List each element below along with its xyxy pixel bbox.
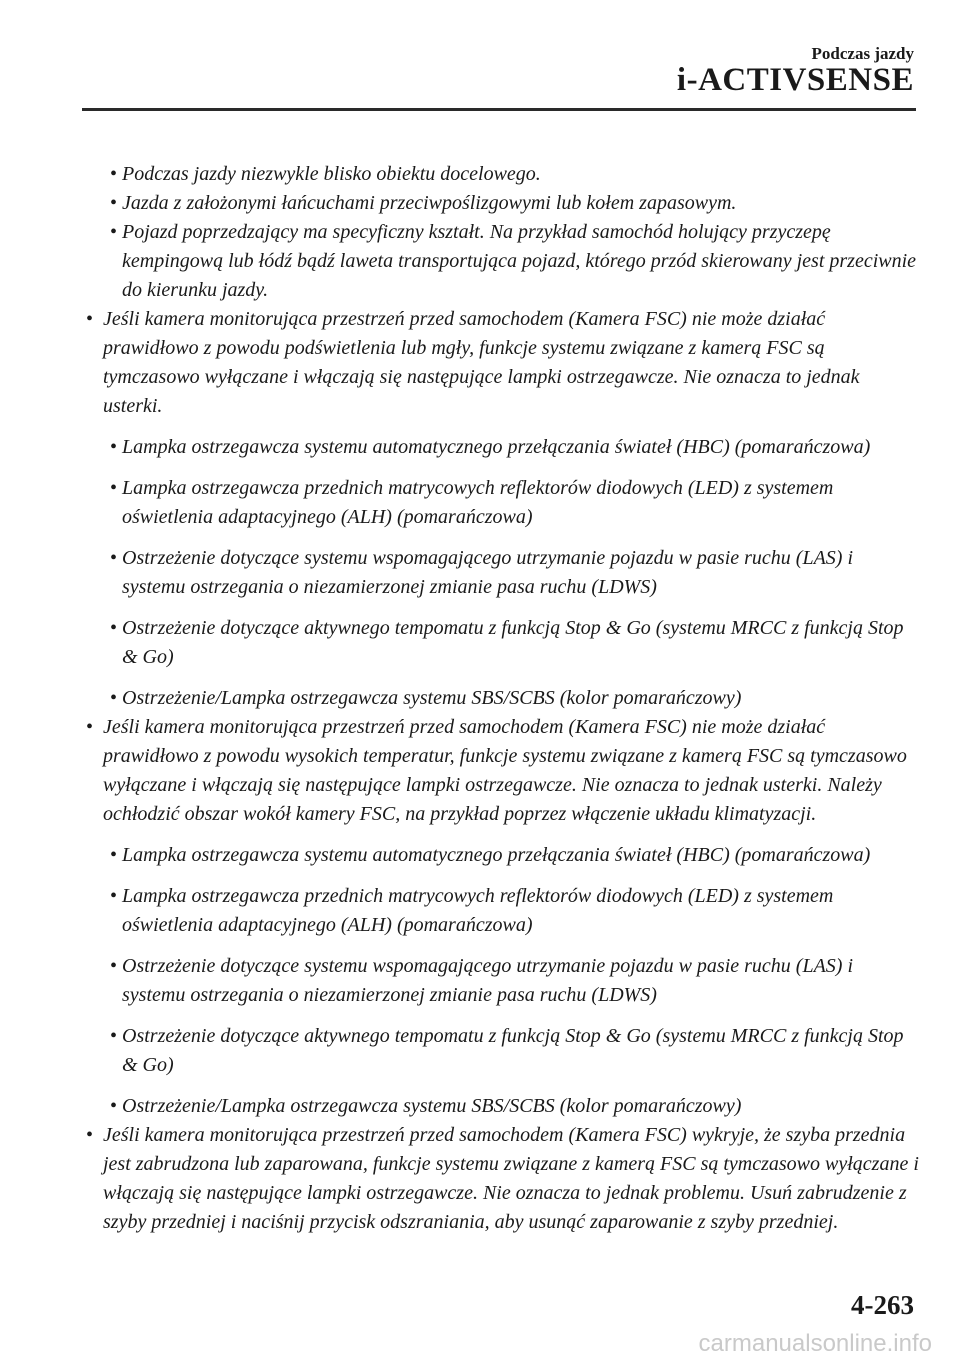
sub-bullet-item	[0, 544, 960, 602]
sub-bullet-item	[0, 684, 960, 713]
sub-bullet-item	[0, 474, 960, 532]
bullet-icon: •	[86, 308, 94, 330]
bullet-icon: •	[110, 687, 118, 709]
watermark: carmanualsonline.info	[698, 1330, 932, 1357]
sub-bullet-item	[0, 218, 960, 305]
manual-content	[0, 160, 960, 1237]
bullet-icon: •	[110, 955, 118, 977]
bullet-icon: •	[110, 1095, 118, 1117]
bullet-icon: •	[110, 885, 118, 907]
bullet-text: Ostrzeżenie dotyczące aktywnego tempomatu z funkcją Stop & Go (systemu MRCC z funkcją Stop & Go)	[122, 1025, 904, 1076]
bullet-text: Jeśli kamera monitorująca przestrzeń przed samochodem (Kamera FSC) nie może działać prawidłowo z powodu podświetlenia lub mgły, funkcje systemu związane z kamerą FSC są tymczasowo wyłączane i włączają się następujące lampki ostrzegawcze. Nie oznacza to jednak usterki.	[103, 308, 860, 417]
sub-bullet-item	[0, 841, 960, 870]
bullet-text: Lampka ostrzegawcza przednich matrycowych reflektorów diodowych (LED) z systemem oświetlenia adaptacyjnego (ALH) (pomarańczowa)	[122, 477, 834, 528]
sub-bullet-item	[0, 433, 960, 462]
bullet-icon: •	[110, 547, 118, 569]
bullet-item	[0, 1121, 960, 1237]
section-label: Podczas jazdy	[811, 44, 914, 63]
bullet-text: Lampka ostrzegawcza przednich matrycowych reflektorów diodowych (LED) z systemem oświetlenia adaptacyjnego (ALH) (pomarańczowa)	[122, 885, 834, 936]
bullet-text: Pojazd poprzedzający ma specyficzny kształt. Na przykład samochód holujący przyczepę kempingową lub łódź bądź laweta transportująca pojazd, którego przód skierowany jest przeciwnie do kierunku jazdy.	[122, 221, 917, 301]
bullet-icon: •	[110, 477, 118, 499]
bullet-text: Jeśli kamera monitorująca przestrzeń przed samochodem (Kamera FSC) wykryje, że szyba przednia jest zabrudzona lub zaparowana, funkcje systemu związane z kamerą FSC są tymczasowo wyłączane i włączają się następujące lampki ostrzegawcze. Nie oznacza to jednak problemu. Usuń zabrudzenie z szyby przedniej i naciśnij przycisk odszraniania, aby usunąć zaparowanie z szyby przedniej.	[103, 1124, 919, 1233]
chapter-title: i-ACTIVSENSE	[676, 62, 914, 98]
sub-bullet-item	[0, 1022, 960, 1080]
bullet-text: Lampka ostrzegawcza systemu automatycznego przełączania świateł (HBC) (pomarańczowa)	[122, 436, 871, 458]
bullet-icon: •	[110, 163, 118, 185]
sub-bullet-item	[0, 1092, 960, 1121]
sub-bullet-item	[0, 952, 960, 1010]
bullet-text: Jazda z założonymi łańcuchami przeciwpoślizgowymi lub kołem zapasowym.	[122, 192, 737, 214]
bullet-text: Ostrzeżenie dotyczące systemu wspomagającego utrzymanie pojazdu w pasie ruchu (LAS) i systemu ostrzegania o niezamierzonej zmianie pasa ruchu (LDWS)	[122, 955, 854, 1006]
bullet-icon: •	[86, 716, 94, 738]
bullet-text: Podczas jazdy niezwykle blisko obiektu docelowego.	[122, 163, 541, 185]
bullet-icon: •	[110, 221, 118, 243]
bullet-text: Jeśli kamera monitorująca przestrzeń przed samochodem (Kamera FSC) nie może działać prawidłowo z powodu wysokich temperatur, funkcje systemu związane z kamerą FSC są tymczasowo wyłączane i włączają się następujące lampki ostrzegawcze. Nie oznacza to jednak usterki. Należy ochłodzić obszar wokół kamery FSC, na przykład poprzez włączenie układu klimatyzacji.	[103, 716, 907, 825]
bullet-text: Lampka ostrzegawcza systemu automatycznego przełączania świateł (HBC) (pomarańczowa)	[122, 844, 871, 866]
bullet-text: Ostrzeżenie/Lampka ostrzegawcza systemu SBS/SCBS (kolor pomarańczowy)	[122, 687, 742, 709]
bullet-icon: •	[110, 1025, 118, 1047]
bullet-text: Ostrzeżenie/Lampka ostrzegawcza systemu SBS/SCBS (kolor pomarańczowy)	[122, 1095, 742, 1117]
sub-bullet-item	[0, 160, 960, 189]
sub-bullet-item	[0, 189, 960, 218]
bullet-icon: •	[110, 617, 118, 639]
sub-bullet-item	[0, 614, 960, 672]
sub-bullet-item	[0, 882, 960, 940]
bullet-item	[0, 713, 960, 829]
bullet-icon: •	[110, 192, 118, 214]
page-number: 4-263	[851, 1290, 914, 1320]
page-header	[0, 0, 960, 112]
bullet-item	[0, 305, 960, 421]
bullet-text: Ostrzeżenie dotyczące aktywnego tempomatu z funkcją Stop & Go (systemu MRCC z funkcją Stop & Go)	[122, 617, 904, 668]
bullet-icon: •	[86, 1124, 94, 1146]
header-divider	[82, 108, 916, 111]
bullet-icon: •	[110, 844, 118, 866]
bullet-text: Ostrzeżenie dotyczące systemu wspomagającego utrzymanie pojazdu w pasie ruchu (LAS) i systemu ostrzegania o niezamierzonej zmianie pasa ruchu (LDWS)	[122, 547, 854, 598]
bullet-icon: •	[110, 436, 118, 458]
